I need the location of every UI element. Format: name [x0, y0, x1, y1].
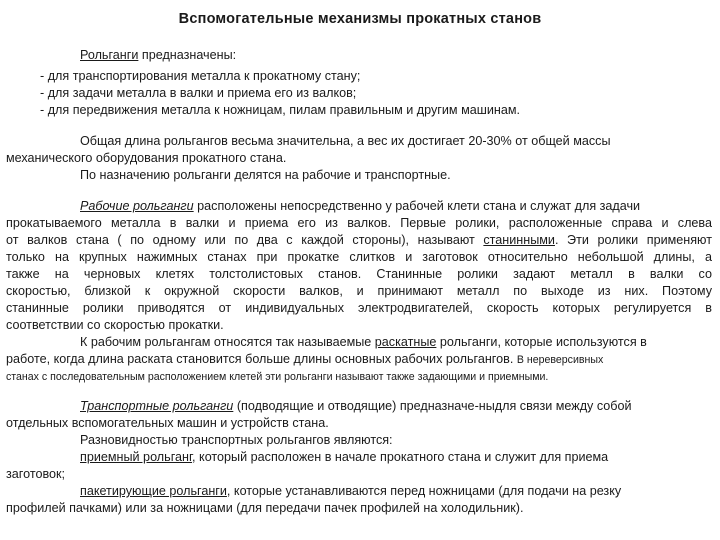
paragraph-3-line: от валков стана ( по одному или по два с каждой стороны), называют станинными. Эти ролики применяют: [6, 233, 712, 247]
paragraph-2-line: Общая длина рольгангов весьма значительна, а вес их достигает 20-30% от общей массы: [80, 134, 611, 148]
paragraph-4-line: работе, когда длина раската становится больше длины основных рабочих рольгангов. В нереверсивных: [6, 352, 604, 366]
list-item: - для транспортирования металла к прокатному стану;: [40, 69, 361, 83]
paragraph-2-line: механического оборудования прокатного стана.: [6, 151, 287, 165]
term-staninnye: станинными: [483, 233, 555, 247]
paragraph-2-line: По назначению рольганги делятся на рабочие и транспортные.: [80, 168, 451, 182]
paragraph-5-line: приемный рольганг, который расположен в начале прокатного стана и служит для приема: [80, 450, 609, 464]
term-transport-rollers: Транспортные рольганги: [80, 399, 234, 413]
paragraph-3-line: также на черновых клетях толстолистовых станов. Станинные ролики задают металл в валки со: [6, 267, 712, 281]
paragraph-5-line: Транспортные рольганги (подводящие и отводящие) предназначе-ныдля связи между собой: [80, 399, 632, 413]
paragraph-5-line: заготовок;: [6, 467, 66, 481]
term-rolgangi: Рольганги: [80, 48, 139, 62]
paragraph-3-line: станинные ролики приводятся от индивидуальных электродвигателей, скорость которых регулируется в: [6, 301, 712, 315]
paragraph-4-line: К рабочим рольгангам относятся так называемые раскатные рольганги, которые используются в: [80, 335, 647, 349]
paragraph-1-intro: Рольганги предназначены:: [80, 48, 237, 62]
paragraph-4-line: станах с последовательным расположением клетей эти рольганги называют также задающими и приемными.: [6, 371, 549, 383]
paragraph-3-line: Рабочие рольганги расположены непосредственно у рабочей клети стана и служат для задачи: [80, 199, 641, 213]
list-item: - для задачи металла в валки и приема его из валков;: [40, 86, 357, 100]
paragraph-3-line: соответствии со скоростью прокатки.: [6, 318, 224, 332]
paragraph-3-line: только на крупных нажимных станах при прокатке слитков и заготовок относительно небольшой длины, а: [6, 250, 712, 264]
term-receiving-roller: приемный рольганг: [80, 450, 193, 464]
term-working-rollers: Рабочие рольганги: [80, 199, 194, 213]
paragraph-5-line: отдельных вспомогательных машин и устройств стана.: [6, 416, 329, 430]
paragraph-5-line: пакетирующие рольганги, которые устанавливаются перед ножницами (для подачи на резку: [80, 484, 622, 498]
paragraph-5-line: профилей пачками) или за ножницами (для передачи пачек профилей на холодильник).: [6, 501, 524, 515]
term-packing-rollers: пакетирующие рольганги: [80, 484, 227, 498]
page-title: Вспомогательные механизмы прокатных станов: [178, 11, 542, 27]
paragraph-5-line: Разновидностью транспортных рольгангов являются:: [80, 433, 393, 447]
list-item: - для передвижения металла к ножницам, пилам правильным и другим машинам.: [40, 103, 520, 117]
paragraph-3-line: прокатываемого металла в валки и приема его из валков. Первые ролики, расположенные справа и слева: [6, 216, 712, 230]
term-raskatnye: раскатные: [374, 335, 437, 349]
paragraph-3-line: скоростью, близкой к окружной скорости валков, и принимают металл по выходе из них. Поэтому: [6, 284, 712, 298]
